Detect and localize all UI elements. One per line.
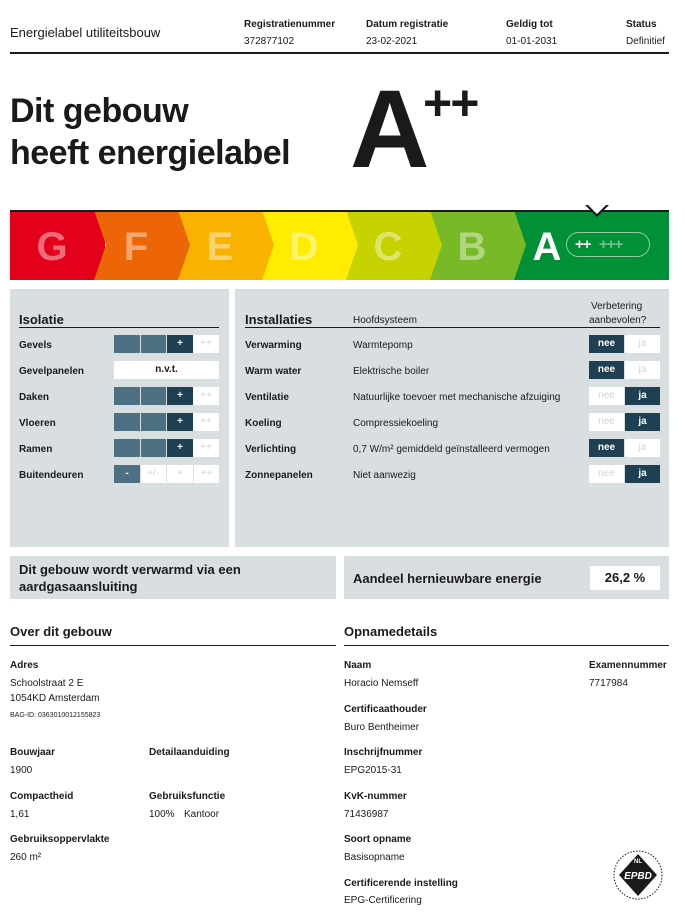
isolatie-plus: + <box>166 413 193 431</box>
ja-indicator: ja <box>625 439 660 457</box>
inschrijfnummer-label: Inschrijfnummer <box>344 747 423 758</box>
headline <box>10 90 290 174</box>
naam-value: Horacio Nemseff <box>344 678 419 689</box>
isolatie-plusplus: ++ <box>193 439 219 457</box>
installatie-row-label: Warm water <box>245 366 302 377</box>
plus-level-indicator <box>566 232 650 257</box>
heating-info-line1: Dit gebouw wordt verwarmd via een <box>19 562 241 577</box>
nee-indicator: nee <box>589 335 624 353</box>
nee-indicator: nee <box>589 439 624 457</box>
adres-line1: Schoolstraat 2 E <box>10 678 84 689</box>
epbd-logo-icon <box>612 849 664 901</box>
geldig-tot-label: Geldig tot <box>506 19 553 30</box>
energy-label-letter: A <box>350 68 427 191</box>
installatie-row-label: Koeling <box>245 418 282 429</box>
isolatie-plusplus: ++ <box>193 387 219 405</box>
isolatie-plusminus: +/- <box>140 465 166 483</box>
gebruiksoppervlakte-value: 260 m² <box>10 852 42 863</box>
datum-registratie-value: 23-02-2021 <box>366 36 418 47</box>
scale-letter-e: E <box>206 225 234 269</box>
registratienummer-label: Registratienummer <box>244 19 336 30</box>
scale-letter-b: B <box>457 225 487 269</box>
bouwjaar-label: Bouwjaar <box>10 747 56 758</box>
ja-indicator: ja <box>625 465 660 483</box>
soort-opname-value: Basisopname <box>344 852 405 863</box>
installatie-row-value: Warmtepomp <box>353 340 413 351</box>
kvk-label: KvK-nummer <box>344 791 407 802</box>
ja-indicator: ja <box>625 387 660 405</box>
isolatie-minus: - <box>114 465 140 483</box>
isolatie-plusplus: ++ <box>193 465 219 483</box>
installatie-row-label: Ventilatie <box>245 392 289 403</box>
detailaanduiding-label: Detailaanduiding <box>149 747 230 758</box>
installaties-panel <box>235 289 669 547</box>
status-value: Definitief <box>626 36 665 47</box>
document-title: Energielabel utiliteitsbouw <box>10 25 161 40</box>
isolatie-panel <box>10 289 229 547</box>
certificaathouder-label: Certificaathouder <box>344 704 427 715</box>
installatie-row-value: Elektrische boiler <box>353 366 430 377</box>
bag-id: BAG-ID: 0363010012155823 <box>10 712 101 719</box>
installatie-row-value: Natuurlijke toevoer met mechanische afzuiging <box>353 392 561 403</box>
gebruiksfunctie-label: Gebruiksfunctie <box>149 791 226 802</box>
compactheid-value: 1,61 <box>10 809 30 820</box>
soort-opname-label: Soort opname <box>344 834 412 845</box>
isolatie-row-label: Gevels <box>19 340 52 351</box>
installatie-row-label: Verlichting <box>245 444 297 455</box>
energy-scale <box>10 210 669 280</box>
scale-letter-a: A <box>532 225 562 269</box>
heating-info-line2: aardgasaansluiting <box>19 579 138 594</box>
status-field <box>626 19 665 47</box>
scale-letter-d: D <box>289 225 319 269</box>
adres-line2: 1054KD Amsterdam <box>10 693 100 704</box>
isolatie-row-label: Buitendeuren <box>19 470 84 481</box>
ja-indicator: ja <box>625 361 660 379</box>
isolatie-row-label: Gevelpanelen <box>19 366 85 377</box>
certificerende-instelling-label: Certificerende instelling <box>344 878 458 889</box>
scale-letter-c: C <box>373 225 403 269</box>
isolatie-nvt: n.v.t. <box>114 361 219 379</box>
isolatie-row-label: Daken <box>19 392 50 403</box>
active-plus: ++ <box>575 236 591 253</box>
installatie-row-label: Zonnepanelen <box>245 470 313 481</box>
nee-indicator: nee <box>589 361 624 379</box>
aanbevolen-header: aanbevolen? <box>589 315 647 326</box>
gebruiksfunctie-pct: 100% <box>149 809 175 820</box>
svg-text:NL: NL <box>634 859 642 865</box>
scale-letter-f: F <box>123 225 149 269</box>
isolatie-plus: + <box>166 439 193 457</box>
isolatie-title: Isolatie <box>19 312 64 327</box>
isolatie-row-label: Ramen <box>19 444 53 455</box>
hoofdsysteem-header: Hoofdsysteem <box>353 315 417 326</box>
building-section-title: Over dit gebouw <box>10 624 112 639</box>
opname-section-title: Opnamedetails <box>344 624 438 639</box>
datum-registratie-field <box>366 19 448 47</box>
datum-registratie-label: Datum registratie <box>366 19 449 30</box>
heating-info-box <box>10 556 336 599</box>
renewable-label: Aandeel hernieuwbare energie <box>353 571 542 586</box>
verbetering-header: Verbetering <box>591 301 643 312</box>
isolatie-plusplus: ++ <box>193 413 219 431</box>
gebruiksoppervlakte-label: Gebruiksoppervlakte <box>10 834 110 845</box>
header-divider <box>10 52 669 54</box>
scale-letter-g: G <box>36 225 68 269</box>
headline-line2: heeft energielabel <box>10 134 291 172</box>
isolatie-plus-off: + <box>166 465 193 483</box>
certificaathouder-value: Buro Bentheimer <box>344 722 420 733</box>
geldig-tot-value: 01-01-2031 <box>506 36 558 47</box>
nee-indicator: nee <box>589 413 624 431</box>
naam-label: Naam <box>344 660 372 671</box>
isolatie-plus: + <box>166 335 193 353</box>
energy-label-suffix: ++ <box>423 75 478 131</box>
nee-indicator: nee <box>589 465 624 483</box>
inactive-plus: +++ <box>599 236 623 253</box>
headline-line1: Dit gebouw <box>10 92 189 130</box>
registratienummer-field <box>244 19 335 47</box>
isolatie-plusplus: ++ <box>193 335 219 353</box>
installatie-row-value: Compressiekoeling <box>353 418 439 429</box>
geldig-tot-field <box>506 19 557 47</box>
ja-indicator: ja <box>625 335 660 353</box>
isolatie-plus: + <box>166 387 193 405</box>
nee-indicator: nee <box>589 387 624 405</box>
gebruiksfunctie-value: Kantoor <box>184 809 220 820</box>
kvk-value: 71436987 <box>344 809 389 820</box>
registratienummer-value: 372877102 <box>244 36 295 47</box>
installatie-row-value: Niet aanwezig <box>353 470 416 481</box>
compactheid-label: Compactheid <box>10 791 74 802</box>
ja-indicator: ja <box>625 413 660 431</box>
installaties-title: Installaties <box>245 312 313 327</box>
certificerende-instelling-value: EPG-Certificering <box>344 895 422 906</box>
installatie-row-label: Verwarming <box>245 340 302 351</box>
examennummer-label: Examennummer <box>589 660 667 671</box>
adres-label: Adres <box>10 660 39 671</box>
isolatie-row-label: Vloeren <box>19 418 56 429</box>
renewable-info-box <box>344 556 669 599</box>
svg-text:EPBD: EPBD <box>624 871 652 882</box>
status-label: Status <box>626 19 657 30</box>
installatie-row-value: 0,7 W/m² gemiddeld geïnstalleerd vermogen <box>353 444 550 455</box>
examennummer-value: 7717984 <box>589 678 628 689</box>
inschrijfnummer-value: EPG2015-31 <box>344 765 402 776</box>
renewable-value: 26,2 % <box>590 566 660 590</box>
bouwjaar-value: 1900 <box>10 765 33 776</box>
